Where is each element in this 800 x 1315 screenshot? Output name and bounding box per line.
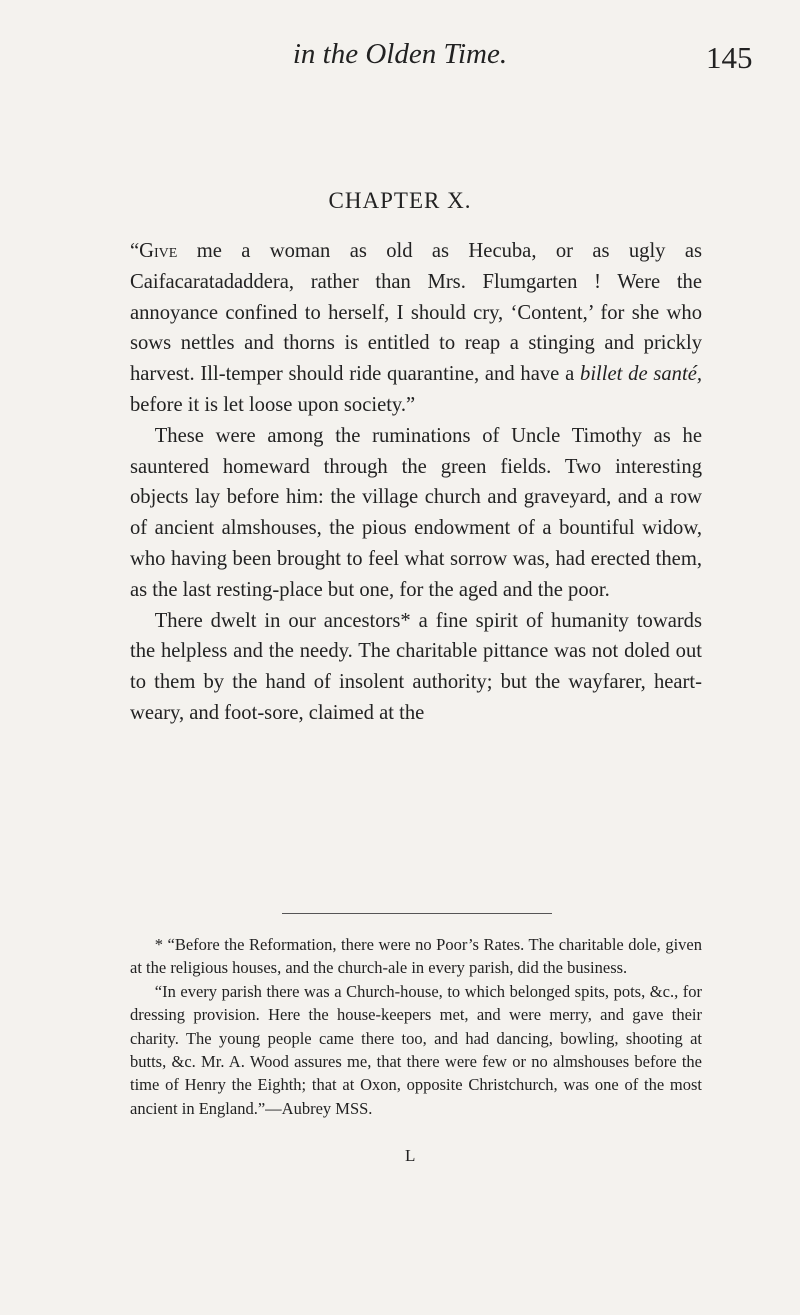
page-number: 145 bbox=[706, 40, 753, 75]
paragraph-1-text-after: before it is let loose upon society.” bbox=[130, 393, 416, 416]
paragraph-1-text: me a woman as old as Hecuba, or as ugly as Caifacaratadaddera, rather than Mrs. Flumgarten ! Were the annoyance confined to herself, I should cry, ‘Content,’ for she who sows nettles and thorns is entitled to reap a stinging and prickly harvest. Ill-temper should ride quarantine, and have a bbox=[130, 240, 702, 386]
body-text bbox=[130, 236, 702, 729]
footnote-1: * “Before the Reformation, there were no Poor’s Rates. The charitable dole, given at the religious houses, and the church-ale in every parish, did the business. bbox=[130, 935, 702, 978]
footnote-2: “In every parish there was a Church-house, to which belonged spits, pots, &c., for dressing provision. Here the house-keepers met, and were merry, and gave their charity. The young people came there too, and had dancing, bowling, shooting at butts, &c. Mr. A. Wood assures me, that there were few or no almshouses before the time of Henry the Eighth; that at Oxon, opposite Christchurch, was one of the most ancient in England.”—Aubrey MSS. bbox=[130, 981, 702, 1118]
paragraph-1 bbox=[130, 236, 702, 421]
chapter-title: CHAPTER X. bbox=[328, 188, 472, 213]
running-head: in the Olden Time. bbox=[292, 38, 508, 70]
paragraph-1-italic: billet de santé, bbox=[580, 363, 702, 386]
footnote-divider bbox=[282, 913, 552, 914]
footnotes bbox=[130, 933, 702, 1120]
paragraph-3: There dwelt in our ancestors* a fine spirit of humanity towards the helpless and the needy. The charitable pittance was not doled out to them by the hand of insolent authority; but the wayfarer, heart-weary, and foot-sore, claimed at the bbox=[130, 609, 702, 724]
signature-mark: L bbox=[405, 1146, 416, 1165]
paragraph-2: These were among the ruminations of Uncle Timothy as he sauntered homeward through the green fields. Two interesting objects lay before him: the village church and graveyard, and a row of ancient almshouses, the pious endowment of a bountiful widow, who having been brought to feel what sorrow was, had erected them, as the last resting-place but one, for the aged and the poor. bbox=[130, 424, 702, 601]
paragraph-1-lead: “Give bbox=[130, 240, 178, 262]
